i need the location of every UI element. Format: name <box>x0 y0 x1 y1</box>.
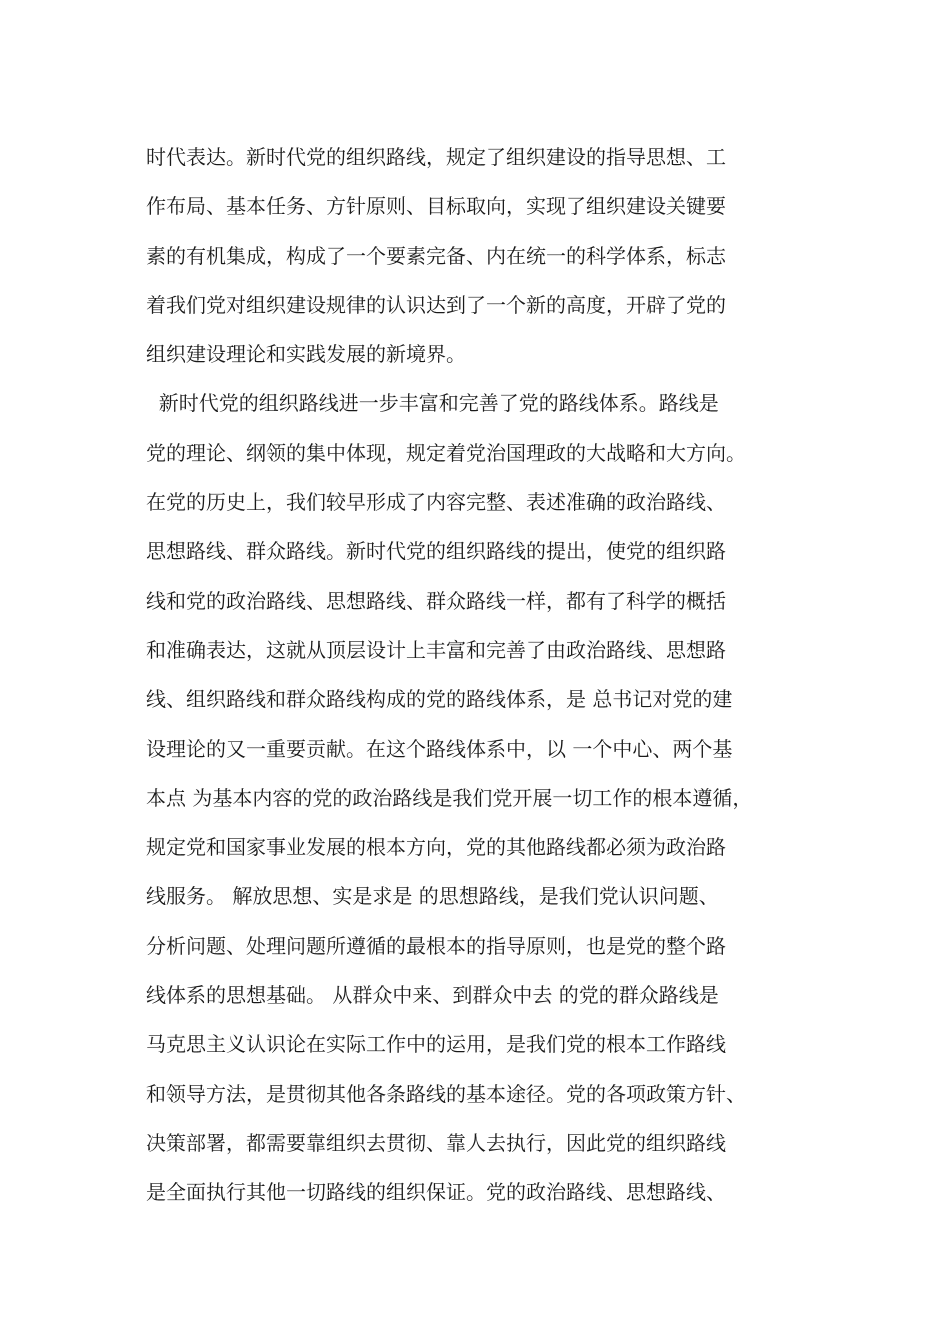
text-line-11: 和准确表达，这就从顶层设计上丰富和完善了由政治路线、思想路 <box>146 637 726 662</box>
text-line-17: 分析问题、处理问题所遵循的最根本的指导原则，也是党的整个路 <box>146 933 726 958</box>
text-line-10: 线和党的政治路线、思想路线、群众路线一样，都有了科学的概括 <box>146 588 726 613</box>
text-line-16: 线服务。 解放思想、实是求是 的思想路线，是我们党认识问题、 <box>146 884 719 909</box>
text-line-5: 组织建设理论和实践发展的新境界。 <box>146 342 466 367</box>
text-line-3: 素的有机集成，构成了一个要素完备、内在统一的科学体系，标志 <box>146 243 726 268</box>
text-line-14: 本点 为基本内容的党的政治路线是我们党开展一切工作的根本遵循， <box>146 785 753 810</box>
text-line-13: 设理论的又一重要贡献。在这个路线体系中，以 一个中心、两个基 <box>146 736 733 761</box>
text-line-19: 马克思主义认识论在实际工作中的运用，是我们党的根本工作路线 <box>146 1032 726 1057</box>
text-line-22: 是全面执行其他一切路线的组织保证。党的政治路线、思想路线、 <box>146 1180 726 1205</box>
text-line-15: 规定党和国家事业发展的根本方向，党的其他路线都必须为政治路 <box>146 835 726 860</box>
text-line-6: 新时代党的组织路线进一步丰富和完善了党的路线体系。路线是 <box>146 391 719 416</box>
text-line-21: 决策部署，都需要靠组织去贯彻、靠人去执行，因此党的组织路线 <box>146 1130 726 1155</box>
text-line-12: 线、组织路线和群众路线构成的党的路线体系，是 总书记对党的建 <box>146 687 733 712</box>
text-line-1: 时代表达。新时代党的组织路线，规定了组织建设的指导思想、工 <box>146 145 726 169</box>
body-text <box>146 133 826 1218</box>
text-line-4: 着我们党对组织建设规律的认识达到了一个新的高度，开辟了党的 <box>146 292 726 317</box>
text-line-20: 和领导方法，是贯彻其他各条路线的基本途径。党的各项政策方针、 <box>146 1081 746 1106</box>
text-line-18: 线体系的思想基础。 从群众中来、到群众中去 的党的群众路线是 <box>146 983 719 1008</box>
text-line-2: 作布局、基本任务、方针原则、目标取向，实现了组织建设关键要 <box>146 194 726 219</box>
text-line-9: 思想路线、群众路线。新时代党的组织路线的提出，使党的组织路 <box>146 539 726 564</box>
text-line-7: 党的理论、纲领的集中体现，规定着党治国理政的大战略和大方向。 <box>146 440 746 465</box>
text-line-8: 在党的历史上，我们较早形成了内容完整、表述准确的政治路线、 <box>146 490 726 515</box>
